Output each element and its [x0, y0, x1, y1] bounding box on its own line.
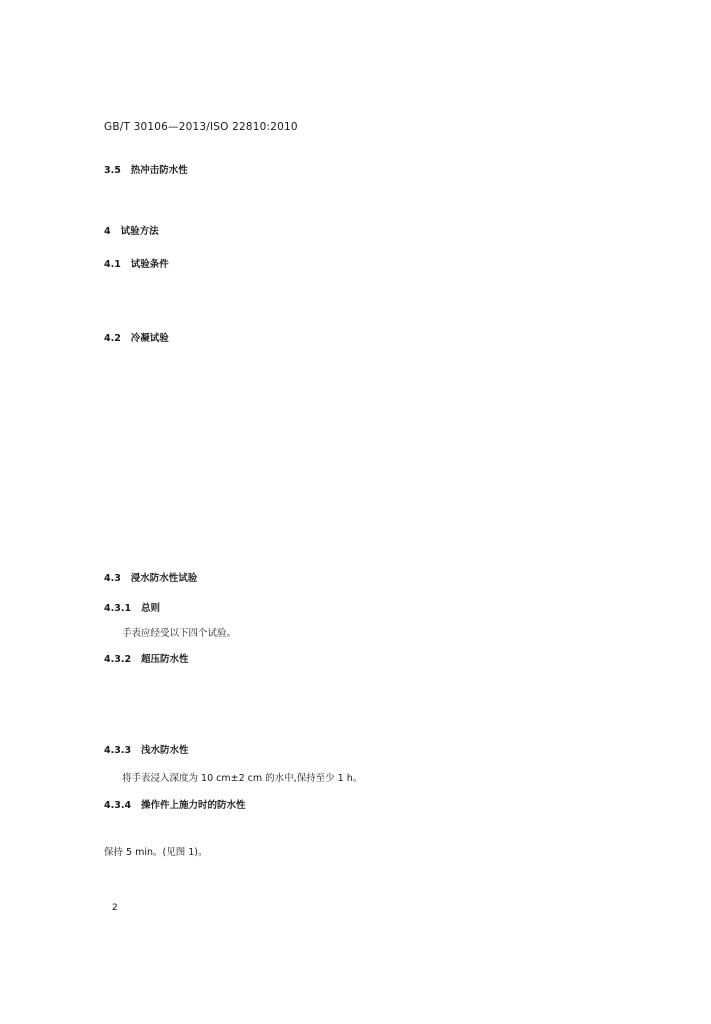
section-title: 总则 — [141, 603, 161, 614]
section-4-3-1-heading — [104, 600, 160, 614]
section-number: 4.2 — [104, 333, 121, 344]
section-4-3-2-heading — [104, 651, 189, 665]
body-line: 手表应经受以下四个试验。 — [122, 628, 237, 639]
section-4-heading — [104, 223, 159, 237]
section-title: 试验条件 — [130, 259, 169, 270]
section-title: 操作件上施力时的防水性 — [141, 800, 246, 811]
section-3-5-heading — [104, 162, 188, 176]
section-number: 4.3.4 — [104, 800, 132, 811]
section-number: 4.3.2 — [104, 654, 132, 665]
section-title: 浅水防水性 — [141, 745, 189, 756]
section-title: 浸水防水性试验 — [130, 573, 198, 584]
body-line: 将手表浸入深度为 10 cm±2 cm 的水中,保持至少 1 h。 — [122, 773, 363, 784]
section-4-3-3-heading — [104, 742, 189, 756]
page-number: 2 — [112, 903, 118, 913]
section-4-3-heading — [104, 570, 197, 584]
section-4-3-4-heading — [104, 797, 246, 811]
section-number: 4.3.1 — [104, 603, 132, 614]
section-title: 试验方法 — [120, 226, 159, 237]
section-4-1-heading — [104, 256, 169, 270]
standard-header: GB/T 30106—2013/ISO 22810:2010 — [104, 121, 298, 133]
section-number: 3.5 — [104, 165, 121, 176]
section-title: 超压防水性 — [141, 654, 189, 665]
section-number: 4.1 — [104, 259, 121, 270]
section-title: 热冲击防水性 — [130, 165, 188, 176]
section-number: 4 — [104, 226, 111, 237]
section-4-2-heading — [104, 330, 169, 344]
body-line: 保持 5 min。(见图 1)。 — [104, 847, 208, 858]
section-number: 4.3.3 — [104, 745, 132, 756]
section-number: 4.3 — [104, 573, 121, 584]
section-title: 冷凝试验 — [130, 333, 169, 344]
